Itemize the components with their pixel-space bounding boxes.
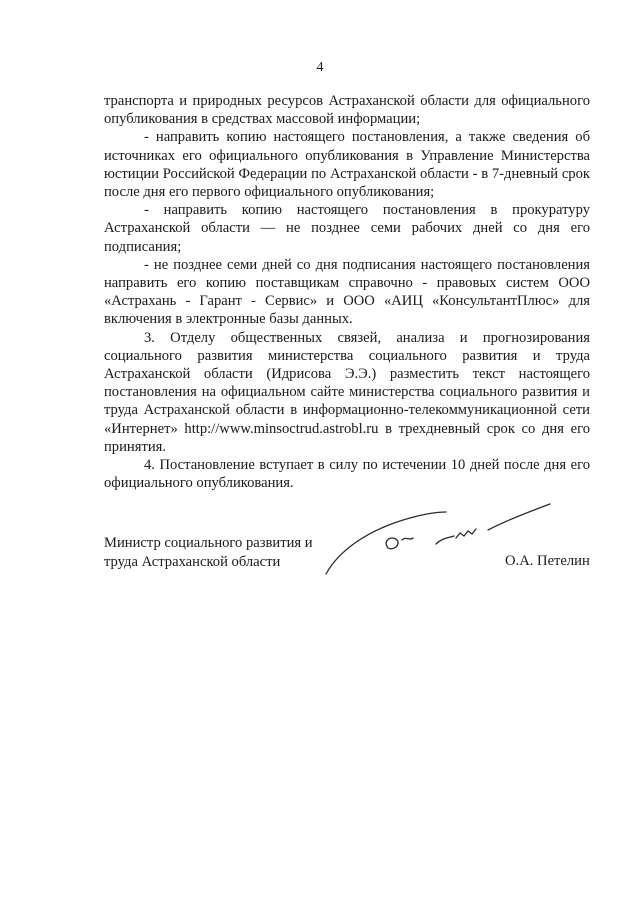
signatory-title-line1: Министр социального развития и — [104, 535, 313, 551]
signatory-title — [104, 534, 313, 572]
signatory-title-line2: труда Астраханской области — [104, 554, 281, 570]
paragraph-item-3: 3. Отделу общественных связей, анализа и прогнозирования социального развития министерства социального развития и труда Астраханской области (Идрисова Э.Э.) разместить текст настоящего постановления на официальном сайте министерства социального развития и труда Астраханской области в информационно-телекоммуникационной сети «Интернет» http://www.minsoctrud.astrobl.ru в трехдневный срок со дня его принятия. — [104, 329, 590, 455]
paragraph-publication: транспорта и природных ресурсов Астраханской области для официального опубликования в средствах массовой информации; — [104, 93, 590, 128]
paragraph-legal-systems: - не позднее семи дней со дня подписания настоящего постановления направить его копию поставщикам справочно - правовых систем ООО «Астрахань - Гарант - Сервис» и ООО «АИЦ «КонсультантПлюс» для включения в электронные базы данных. — [104, 256, 590, 328]
page-number: 4 — [316, 60, 324, 75]
signatory-name: О.А. Петелин — [505, 553, 590, 569]
paragraph-ministry-of-justice: - направить копию настоящего постановления, а также сведения об источниках его официального опубликования в Управление Министерства юстиции Российской Федерации по Астраханской области - в 7-дневный срок после дня его первого официального опубликования; — [104, 129, 590, 201]
paragraph-item-4: 4. Постановление вступает в силу по истечении 10 дней после дня его официального опубликования. — [104, 457, 590, 492]
paragraph-prosecutor: - направить копию настоящего постановления в прокуратуру Астраханской области — не позднее семи рабочих дней со дня его подписания; — [104, 202, 590, 255]
document-body — [104, 92, 590, 492]
